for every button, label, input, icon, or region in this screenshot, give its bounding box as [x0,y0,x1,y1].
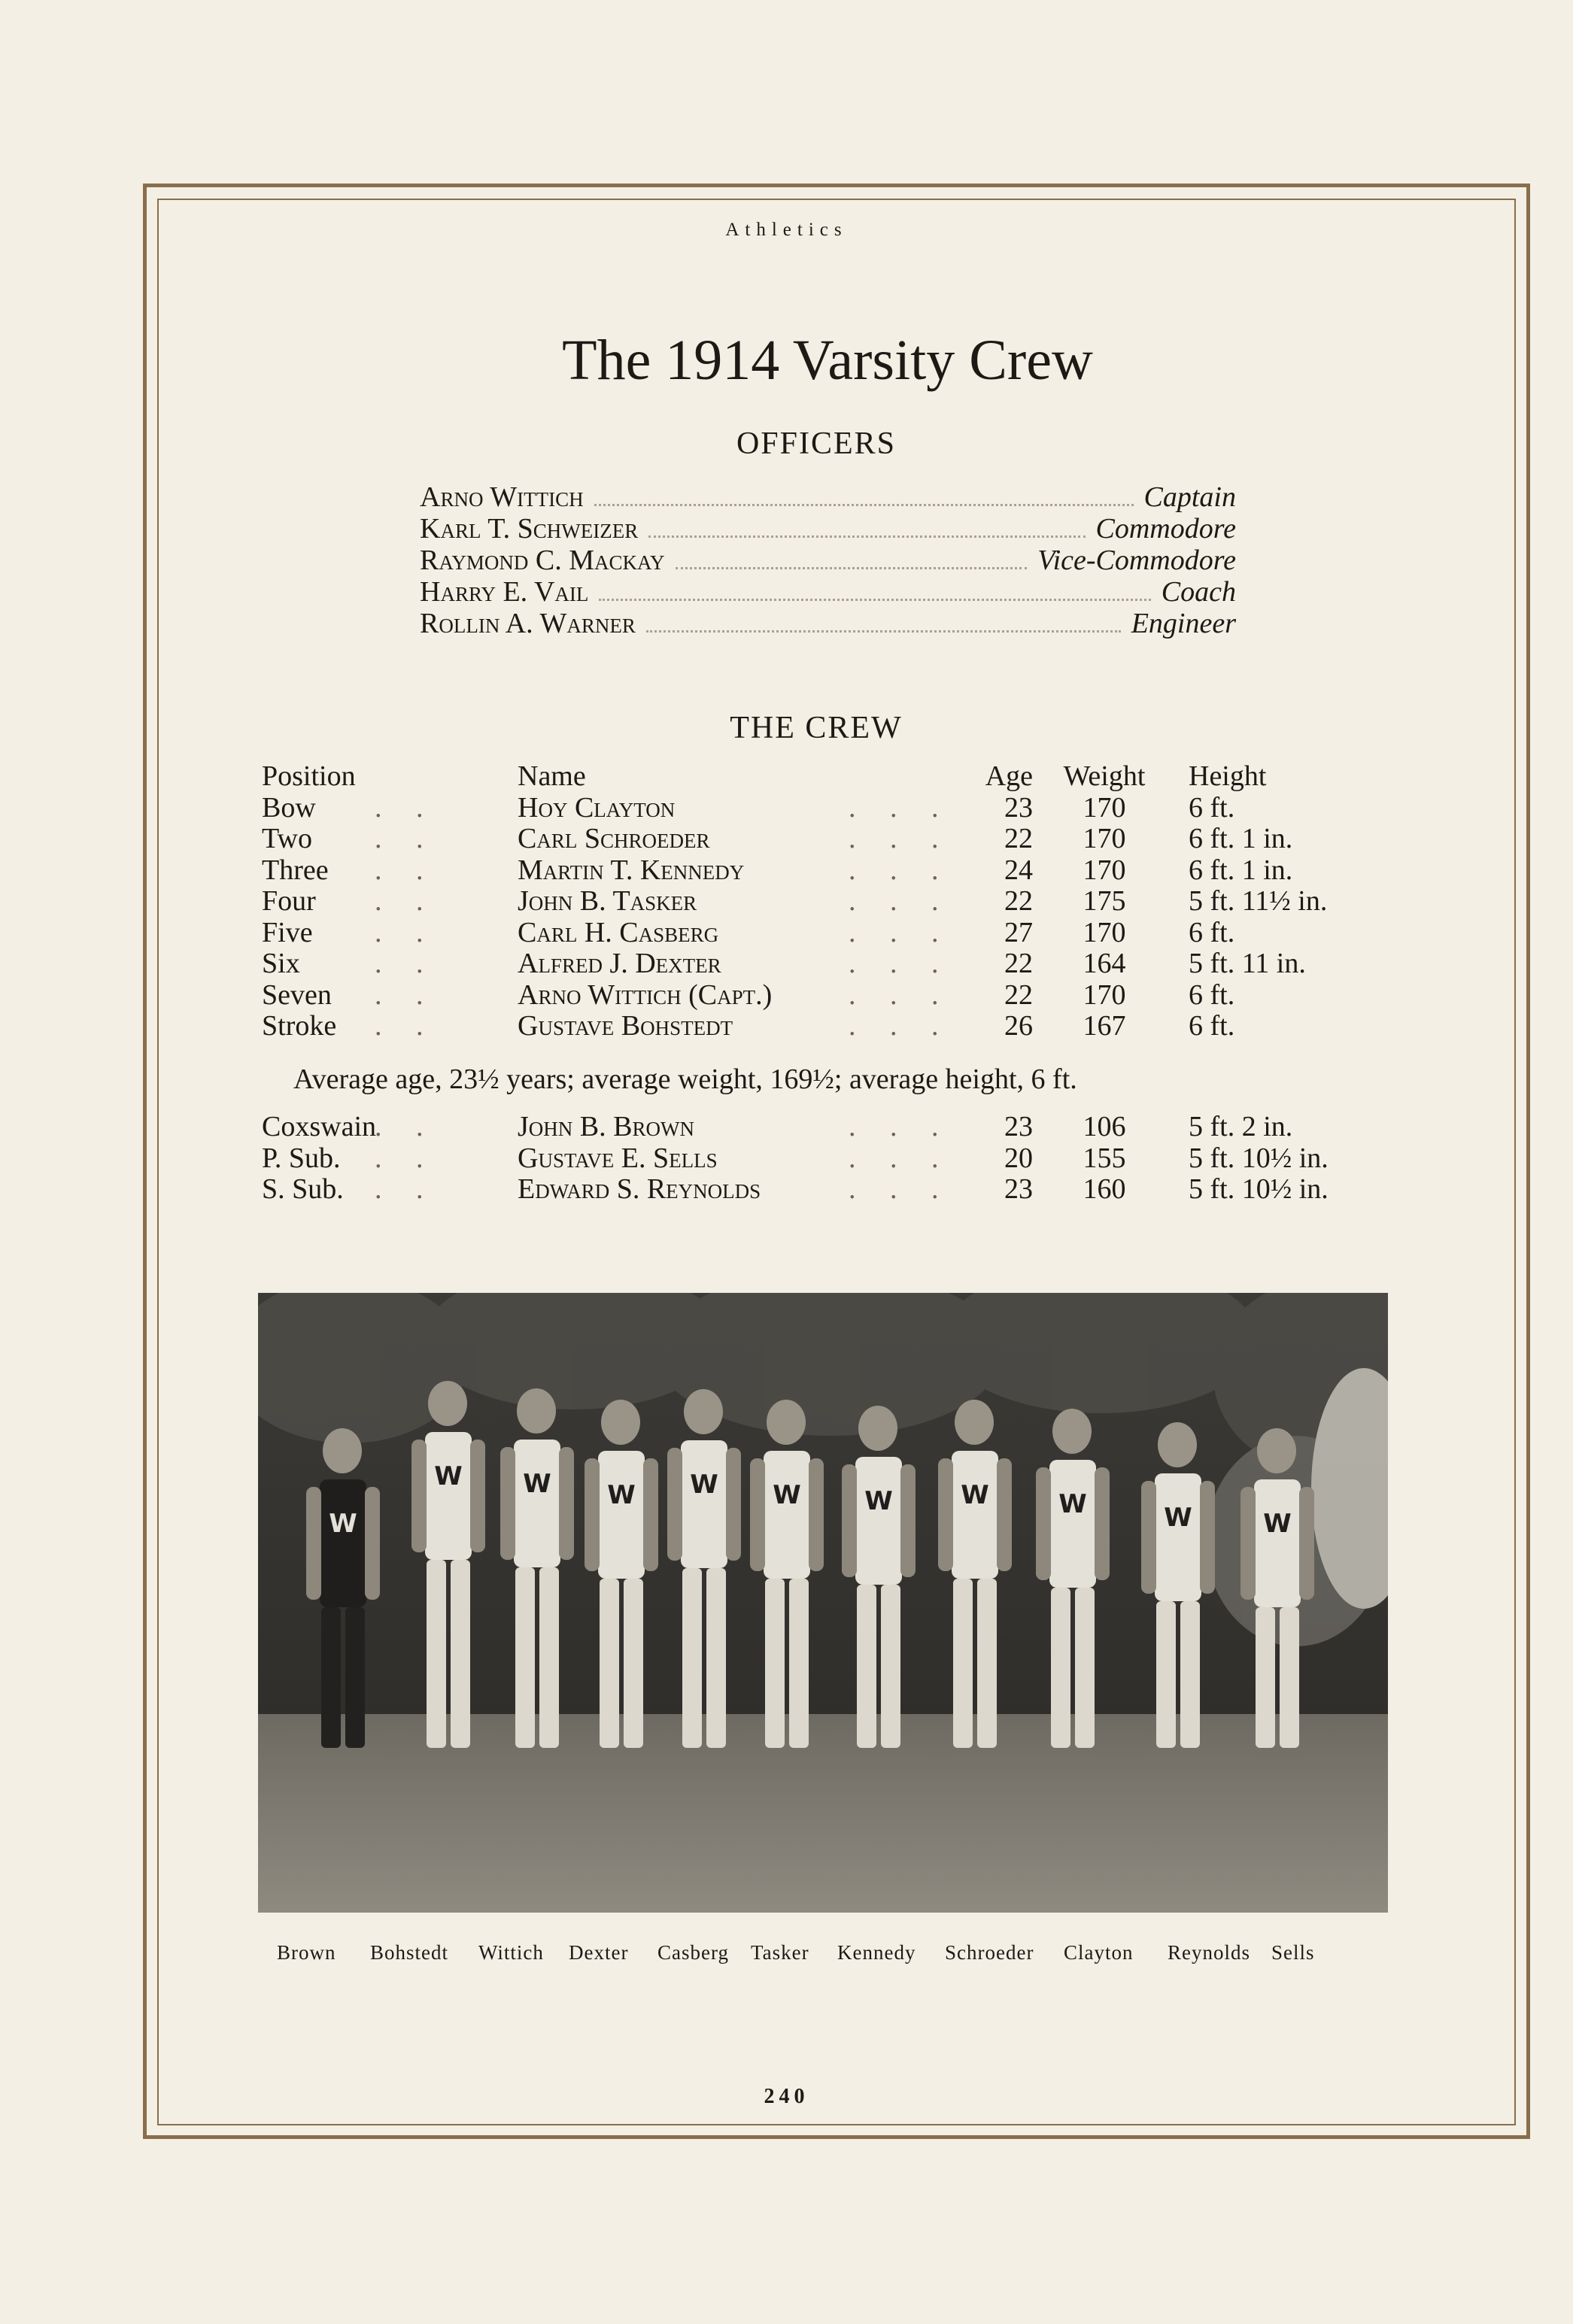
dot-leader: . . [375,791,437,824]
crew-name: Hoy Clayton [518,791,676,824]
officer-name: Arno Wittich [420,481,584,513]
crew-age: 27 [1004,916,1033,948]
crew-height: 5 ft. 10½ in. [1189,1142,1329,1174]
crew-height: 5 ft. 11½ in. [1189,885,1328,917]
officer-role: Commodore [1095,513,1236,545]
crew-age: 23 [1004,1173,1033,1205]
crew-position: Two [262,823,313,854]
crew-row [262,1112,1375,1143]
crew-weight: 170 [1083,854,1126,886]
crew-name: Carl H. Casberg [518,916,719,948]
crew-weight: 175 [1083,885,1126,917]
crew-weight: 170 [1083,916,1126,948]
crew-name: Gustave Bohstedt [518,1010,733,1042]
column-header-height: Height [1189,760,1267,792]
jersey-letter: W [523,1469,551,1499]
crew-name: John B. Tasker [518,885,697,917]
officer-name: Rollin A. Warner [420,608,636,639]
dot-leader: . . . [849,1142,952,1174]
dot-leader [676,567,1028,569]
crew-position: Six [262,948,300,979]
caption-name: Kennedy [837,1941,916,1964]
dot-leader: . . [375,1142,437,1174]
crew-name: John B. Brown [518,1111,694,1142]
crew-heading: THE CREW [730,711,903,745]
dot-leader: . . . [849,1010,952,1042]
jersey-letter: W [961,1480,989,1510]
dot-leader: . . . [849,948,952,979]
dot-leader: . . . [849,885,952,917]
officer-row [420,608,1236,639]
caption-name: Brown [277,1941,336,1964]
crew-height: 6 ft. [1189,916,1235,948]
jersey-letter: W [690,1470,718,1500]
jersey-letter: W [607,1480,636,1510]
crew-age: 23 [1004,791,1033,824]
crew-height: 6 ft. [1189,1010,1235,1042]
crew-age: 23 [1004,1111,1033,1142]
crew-height: 6 ft. [1189,791,1235,824]
crew-weight: 170 [1083,823,1126,854]
page-number: 240 [764,2085,809,2108]
officer-row [420,545,1236,576]
crew-height: 5 ft. 10½ in. [1189,1173,1329,1205]
jersey-letter: W [1164,1503,1192,1533]
crew-age: 24 [1004,854,1033,886]
jersey-letter: W [864,1486,893,1516]
caption-name: Schroeder [945,1941,1034,1964]
crew-row [262,948,1375,980]
caption-name: Casberg [657,1941,729,1964]
crew-name: Alfred J. Dexter [518,948,721,979]
officer-name: Raymond C. Mackay [420,545,665,576]
crew-row [262,918,1375,949]
caption-name: Tasker [751,1941,809,1964]
crew-position: P. Sub. [262,1142,341,1174]
crew-height: 6 ft. 1 in. [1189,823,1293,854]
crew-age: 22 [1004,823,1033,854]
crew-name: Edward S. Reynolds [518,1173,761,1205]
jersey-letter: W [1263,1509,1292,1539]
caption-name: Bohstedt [370,1941,449,1964]
crew-position: Coxswain [262,1111,376,1142]
crew-column-headers [262,761,1375,793]
dot-leader: . . [375,1173,437,1205]
crew-age: 26 [1004,1010,1033,1042]
crew-weight: 170 [1083,978,1126,1011]
dot-leader: . . . [849,1173,952,1205]
crew-position: S. Sub. [262,1173,344,1205]
crew-name: Gustave E. Sells [518,1142,718,1174]
dot-leader: . . . [849,854,952,886]
dot-leader [646,630,1121,633]
dot-leader: . . [375,1111,437,1142]
jersey-letter: W [773,1480,801,1510]
column-header-name: Name [518,760,586,792]
crew-name: Carl Schroeder [518,823,710,854]
dot-leader: . . [375,885,437,917]
officer-row [420,481,1236,513]
crew-height: 6 ft. [1189,978,1235,1011]
dot-leader: . . [375,823,437,854]
column-header-age: Age [985,760,1033,792]
officer-role: Vice-Commodore [1037,545,1236,576]
dot-leader: . . [375,916,437,948]
column-header-weight: Weight [1063,760,1146,792]
crew-row [262,824,1375,855]
crew-age: 20 [1004,1142,1033,1174]
crew-table [262,761,1375,1042]
crew-weight: 164 [1083,948,1126,979]
crew-position: Three [262,854,329,886]
crew-position: Five [262,916,313,948]
crew-row [262,855,1375,887]
dot-leader [648,535,1085,538]
jersey-letter: W [329,1509,357,1539]
crew-age: 22 [1004,885,1033,917]
officer-role: Engineer [1131,608,1236,639]
caption-name: Wittich [478,1941,544,1964]
crew-name: Martin T. Kennedy [518,854,745,886]
crew-row [262,1174,1375,1206]
running-header: Athletics [725,220,848,240]
crew-position: Four [262,885,316,917]
column-header-position: Position [262,760,356,792]
crew-position: Bow [262,791,316,824]
crew-weight: 170 [1083,791,1126,824]
substitute-rows [262,1112,1375,1206]
jersey-letter: W [434,1461,463,1491]
crew-row [262,886,1375,918]
page-title: The 1914 Varsity Crew [562,329,1093,392]
crew-weight: 160 [1083,1173,1126,1205]
dot-leader [599,599,1150,601]
officer-role: Captain [1143,481,1236,513]
substitutes-table [262,1112,1375,1206]
crew-weight: 155 [1083,1142,1126,1174]
crew-rows [262,793,1375,1042]
crew-photo-illustration [258,1293,1388,1913]
officer-name: Karl T. Schweizer [420,513,639,545]
crew-age: 22 [1004,948,1033,979]
crew-age: 22 [1004,978,1033,1011]
dot-leader: . . [375,854,437,886]
dot-leader: . . . [849,916,952,948]
crew-weight: 167 [1083,1010,1126,1042]
crew-row [262,980,1375,1012]
crew-row [262,1011,1375,1042]
officer-row [420,513,1236,545]
caption-name: Clayton [1064,1941,1134,1964]
jersey-letter: W [1058,1489,1087,1519]
officer-name: Harry E. Vail [420,576,589,608]
crew-position: Seven [262,978,332,1011]
officer-row [420,576,1236,608]
crew-name: Arno Wittich (Capt.) [518,978,773,1011]
dot-leader: . . . [849,978,952,1011]
officers-heading: OFFICERS [736,426,897,461]
dot-leader [594,504,1134,506]
crew-height: 5 ft. 2 in. [1189,1111,1293,1142]
crew-row [262,793,1375,824]
crew-position: Stroke [262,1010,337,1042]
dot-leader: . . . [849,791,952,824]
dot-leader: . . [375,978,437,1011]
caption-name: Sells [1271,1941,1315,1964]
dot-leader: . . [375,1010,437,1042]
dot-leader: . . . [849,1111,952,1142]
crew-row [262,1143,1375,1175]
officers-list [420,481,1236,639]
dot-leader: . . . [849,823,952,854]
caption-name: Reynolds [1168,1941,1251,1964]
caption-name: Dexter [569,1941,629,1964]
dot-leader: . . [375,948,437,979]
crew-weight: 106 [1083,1111,1126,1142]
crew-photograph [258,1293,1388,1913]
crew-height: 6 ft. 1 in. [1189,854,1293,886]
crew-height: 5 ft. 11 in. [1189,948,1306,979]
crew-averages: Average age, 23½ years; average weight, 169½; average height, 6 ft. [293,1063,1077,1095]
officer-role: Coach [1161,576,1236,608]
